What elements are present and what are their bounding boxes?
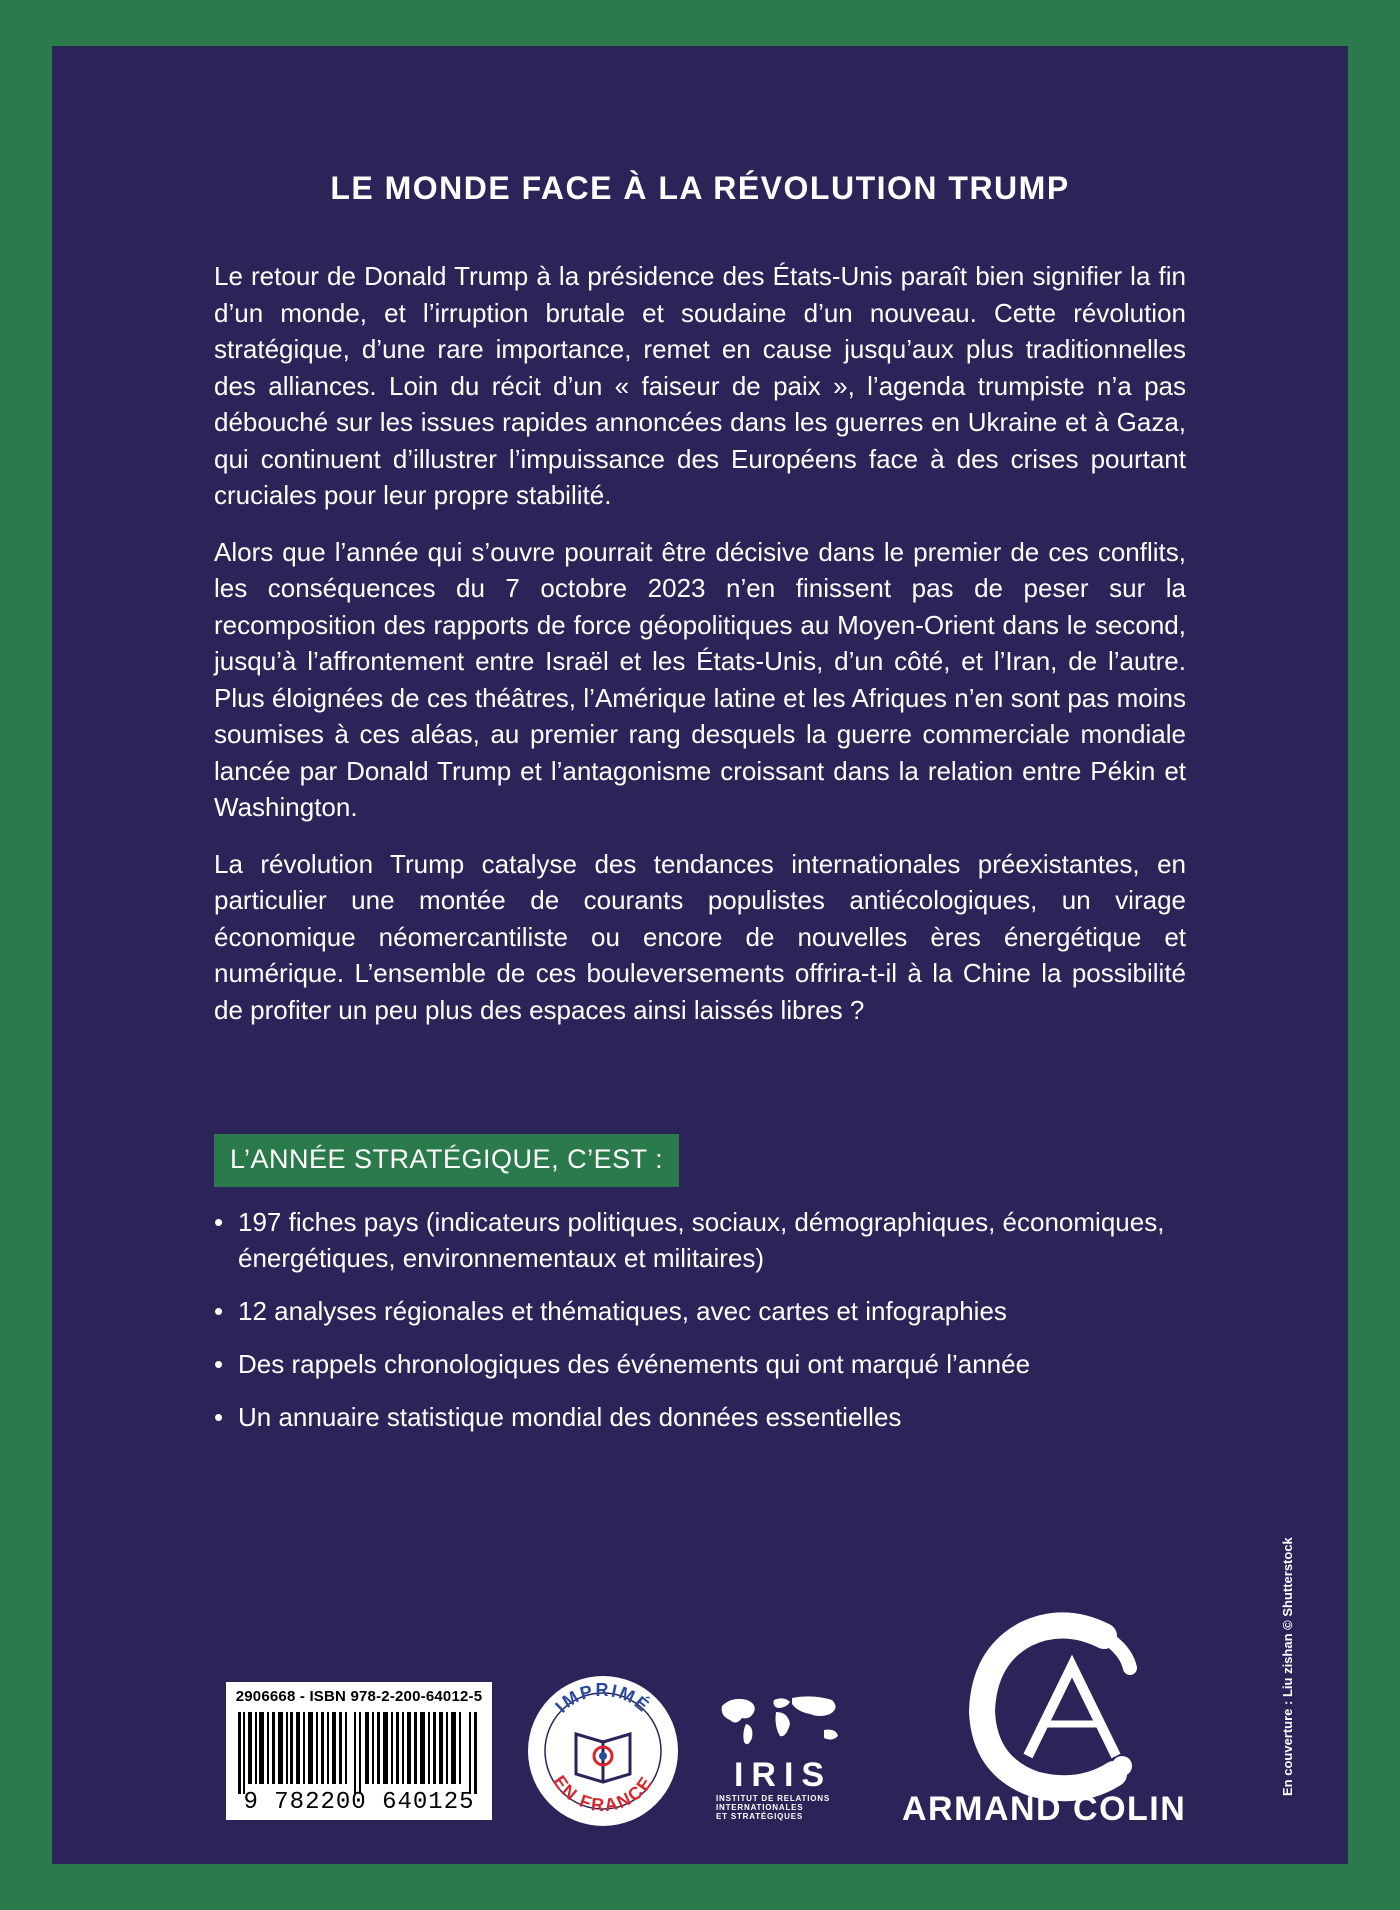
made-in-france-badge — [526, 1674, 680, 1828]
iris-subtitle-line: ET STRATÉGIQUES — [716, 1812, 803, 1821]
iris-subtitle-line: INSTITUT DE RELATIONS — [716, 1794, 830, 1803]
armand-colin-logo-icon — [954, 1606, 1174, 1816]
world-map-icon — [712, 1686, 854, 1756]
iris-subtitle-line: INTERNATIONALES — [716, 1803, 804, 1812]
isbn-number: 9 782200 640125 — [243, 1789, 475, 1816]
badge-top-text: IMPRIMÉ — [551, 1680, 655, 1717]
feature-list — [214, 1204, 1214, 1452]
iris-name: IRIS — [733, 1756, 833, 1794]
feature-item: • Un annuaire statistique mondial des données essentielles — [214, 1399, 1214, 1435]
isbn-text: 2906668 - ISBN 978-2-200-64012-5 — [235, 1688, 483, 1705]
section-label: L’ANNÉE STRATÉGIQUE, C’EST : — [214, 1134, 679, 1187]
publisher-name: ARMAND COLIN — [902, 1790, 1187, 1828]
summary-paragraph-2: Alors que l’année qui s’ouvre pourrait être décisive dans le premier de ces conflits, les conséquences du 7 octobre 2023 n’en finissent pas de peser sur la recomposition des rapports de force géopolitiques au Moyen-Orient dans le second, jusqu’à l’affrontement entre Israël et les États-Unis, d’un côté, et l’Iran, de l’autre. Plus éloignées de ces théâtres, l’Amérique latine et les Afriques n’en sont pas moins soumises à ces aléas, au premier rang desquels la guerre commerciale mondiale lancée par Donald Trump et l’antagonisme croissant dans la relation entre Pékin et Washington. — [214, 536, 1186, 822]
made-in-france-icon — [526, 1674, 680, 1828]
summary-paragraph-1: Le retour de Donald Trump à la présidence des États-Unis paraît bien signifier la fin d’un monde, et l’irruption brutale et soudaine d’un nouveau. Cette révolution stratégique, d’une rare importance, remet en cause jusqu’aux plus traditionnelles des alliances. Loin du récit d’un « faiseur de paix », l’agenda trumpiste n’a pas débouché sur les issues rapides annoncées dans les guerres en Ukraine et à Gaza, qui continuent d’illustrer l’impuissance des Européens face à des crises pourtant cruciales pour leur propre stabilité. — [214, 261, 1186, 510]
badge-bottom-text: EN FRANCE — [549, 1771, 657, 1816]
iris-subtitle — [716, 1794, 854, 1821]
feature-item: • Des rappels chronologiques des événements qui ont marqué l’année — [214, 1346, 1214, 1382]
summary-text — [214, 258, 1186, 1048]
feature-item: • 197 fiches pays (indicateurs politiques, sociaux, démographiques, économiques, énergétiques, environnementaux et militaires) — [214, 1204, 1214, 1276]
back-cover — [52, 46, 1348, 1864]
iris-logo — [712, 1686, 854, 1821]
summary-paragraph-3: La révolution Trump catalyse des tendances internationales préexistantes, en particulier une montée de courants populistes antiécologiques, un virage économique néomercantiliste ou encore de nouvelles ères énergétique et numérique. L’ensemble de ces bouleversements offrira-t-il à la Chine la possibilité de profiter un peu plus des espaces ainsi laissés libres ? — [214, 848, 1186, 1025]
photo-credit: En couverture : Liu zishan © Shutterstock — [1280, 1537, 1295, 1796]
cover-title: LE MONDE FACE À LA RÉVOLUTION TRUMP — [330, 170, 1070, 206]
isbn-barcode — [226, 1682, 492, 1820]
feature-item: • 12 analyses régionales et thématiques, avec cartes et infographies — [214, 1293, 1214, 1329]
